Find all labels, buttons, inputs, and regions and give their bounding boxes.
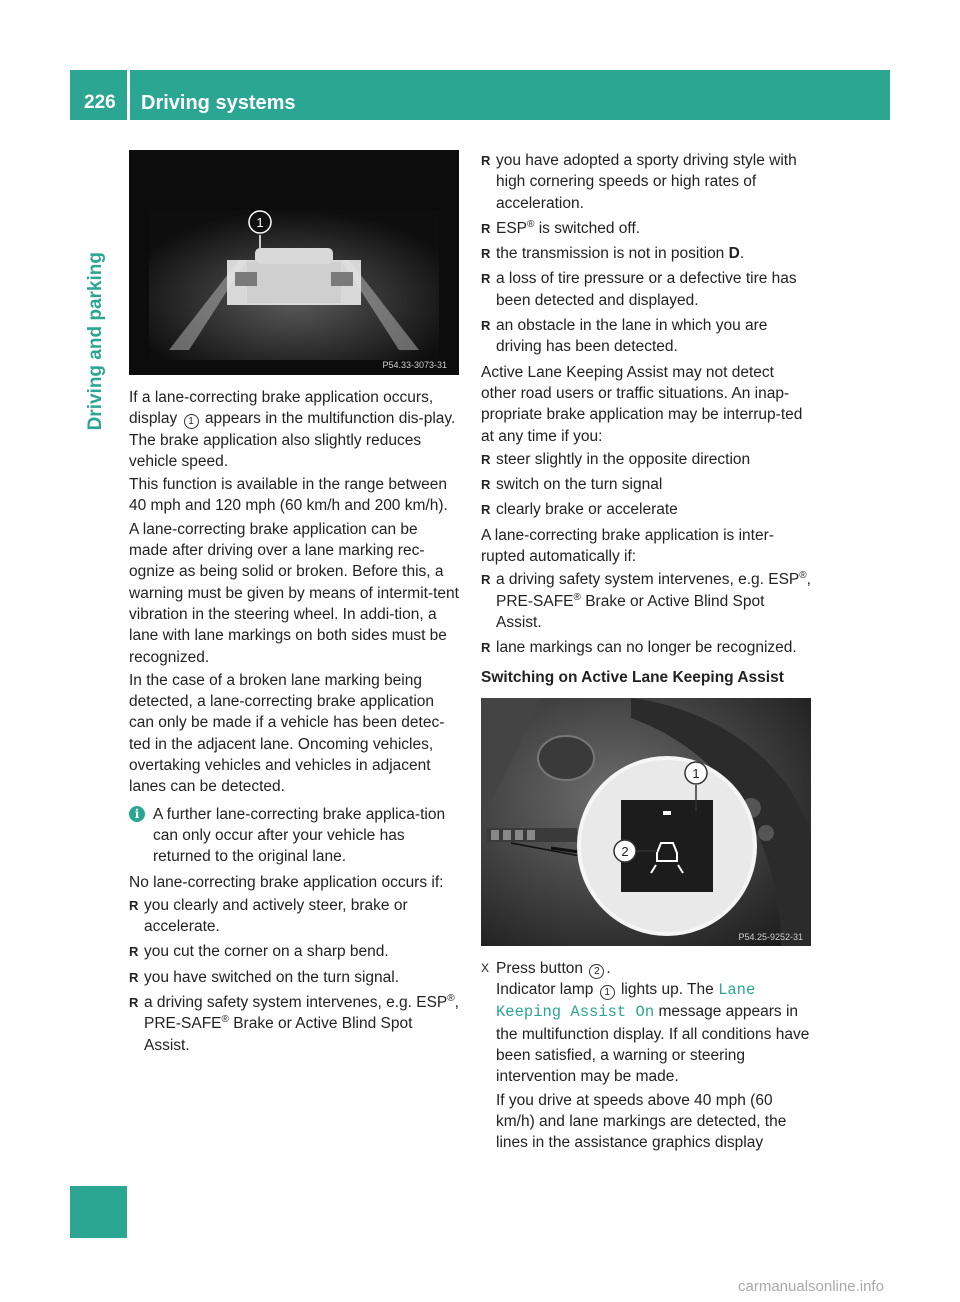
footer-watermark: carmanualsonline.info: [738, 1278, 884, 1295]
car-lane-illustration: [129, 150, 459, 375]
paragraph-speed-range: This function is available in the range between 40 mph and 120 mph (60 km/h and 200 km/h).: [129, 476, 448, 515]
list-item: R you cut the corner on a sharp bend.: [129, 943, 389, 961]
section-title: Driving systems: [141, 92, 296, 114]
callout-1-symbol: 1: [184, 414, 199, 429]
paragraph-broken-lane: In the case of a broken lane marking being detected, a lane-correcting brake application can only be made if a vehicle has been detec-ted in the adjacent lane. Oncoming vehicles, overtaking vehicles and vehicles in adjacent lanes can be detected.: [129, 671, 445, 796]
list-item: R a loss of tire pressure or a defective tire has been detected and displayed.: [481, 270, 797, 309]
figure2-code: P54.25-9252-31: [738, 931, 803, 942]
callout-1-symbol: 1: [600, 985, 615, 1000]
list-item: R you have adopted a sporty driving style with high cornering speeds or high rates of acceleration.: [481, 152, 797, 212]
steering-wheel-button-figure: [481, 698, 811, 946]
side-tab-label: Driving and parking: [85, 252, 106, 431]
step-arrow-icon: X: [481, 960, 490, 975]
callout-2-symbol: 2: [589, 964, 604, 979]
info-note: [129, 804, 459, 868]
list-item: R a driving safety system intervenes, e.g. ESP®, PRE-SAFE® Brake or Active Blind Spot Assist.: [129, 992, 459, 1054]
paragraph-brake-application: If a lane-correcting brake application occurs, display 1 appears in the multifunction dis-play. The brake application also slightly reduces vehicle speed.: [129, 389, 456, 470]
subheading-switching-on: Switching on Active Lane Keeping Assist: [481, 668, 784, 686]
info-icon: i: [129, 806, 145, 822]
list-item: R lane markings can no longer be recognized.: [481, 639, 797, 657]
right-column: [481, 150, 811, 1156]
steering-wheel-illustration: [481, 698, 811, 946]
list-item: R the transmission is not in position D.: [481, 245, 745, 263]
page-number: 226: [84, 92, 116, 113]
step-speed-text: If you drive at speeds above 40 mph (60 km/h) and lane markings are detected, the lines in the assistance graphics display: [496, 1091, 787, 1152]
list-item: R clearly brake or accelerate: [481, 501, 678, 519]
paragraph-no-brake: No lane-correcting brake application occurs if:: [129, 873, 444, 891]
multifunction-display-figure: [129, 150, 459, 375]
list-item: R you clearly and actively steer, brake or accelerate.: [129, 896, 408, 936]
figure2-callout-1: 1: [692, 765, 700, 781]
list-item: R steer slightly in the opposite direction: [481, 450, 751, 468]
figure1-callout: 1: [256, 215, 264, 230]
paragraph-lane-marking: A lane-correcting brake application can be made after driving over a lane marking rec-ognize as being solid or broken. Before this, a warning must be given by means of intermit-tent vibration in the steering wheel. In addi-tion, a lane with lane markings on both sides must be recognized.: [129, 520, 459, 666]
list-item: R ESP® is switched off.: [481, 218, 641, 237]
list-item: R an obstacle in the lane in which you are driving has been detected.: [481, 317, 768, 356]
info-note-text: A further lane-correcting brake applica-tion can only occur after your vehicle has returned to the original lane.: [153, 805, 446, 866]
instruction-step: [481, 958, 811, 1156]
paragraph-may-not-detect: Active Lane Keeping Assist may not detect other road users or traffic situations. An inap-propriate brake application may be interrup-ted at any time if you:: [481, 363, 803, 445]
list-item: R a driving safety system intervenes, e.g. ESP®, PRE-SAFE® Brake or Active Blind Spot Assist.: [481, 570, 811, 631]
side-tab-marker: [70, 1186, 127, 1238]
list-item: R switch on the turn signal: [481, 476, 663, 494]
step-text: Press button 2 . Indicator lamp 1 lights up. The Lane Keeping Assist On message appears in the multifunction display. If all conditions have been satisfied, a warning or steering intervention may be made.: [496, 959, 810, 1086]
list-item: R you have switched on the turn signal.: [129, 968, 400, 986]
paragraph-interrupted: A lane-correcting brake application is inter-rupted automatically if:: [481, 526, 774, 566]
header-divider: [127, 70, 130, 120]
display-message: Lane Keeping Assist On: [496, 981, 756, 1022]
figure2-callout-2: 2: [621, 843, 629, 859]
figure1-code: P54.33-3073-31: [382, 360, 447, 370]
left-column: [129, 150, 459, 1060]
